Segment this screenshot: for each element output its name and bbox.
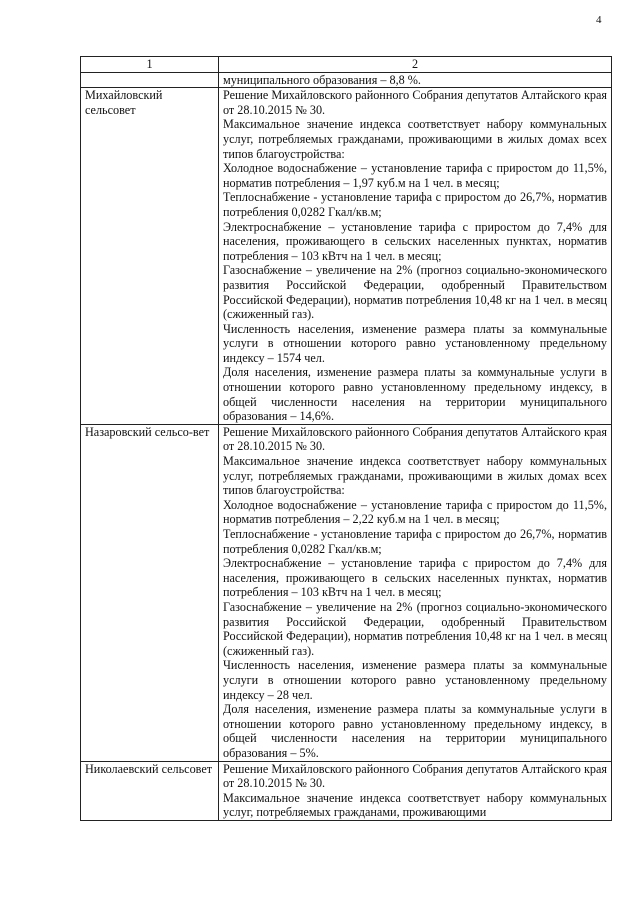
page-number: 4 [596, 14, 602, 26]
table-row [81, 761, 612, 820]
column-header-1: 1 [81, 57, 219, 73]
paragraph: Максимальное значение индекса соответствует набору коммунальных услуг, потребляемых гражданами, проживающими в жилых домах всех типов благоустройства: [223, 454, 607, 498]
municipality-name: Назаровский сельсо-вет [81, 424, 219, 761]
paragraph: Максимальное значение индекса соответствует набору коммунальных услуг, потребляемых гражданами, проживающими [223, 790, 607, 820]
continuation-cell [219, 72, 612, 88]
paragraph: Численность населения, изменение размера платы за коммунальные услуги в отношении которого равно установленному предельному индексу – 28 чел. [223, 658, 607, 702]
decision-details [219, 88, 612, 425]
paragraph: Холодное водоснабжение – установление тарифа с приростом до 11,5%, норматив потребления – 1,97 куб.м на 1 чел. в месяц; [223, 161, 607, 190]
municipality-name: Николаевский сельсовет [81, 761, 219, 820]
paragraph: Максимальное значение индекса соответствует набору коммунальных услуг, потребляемых гражданами, проживающими в жилых домах всех типов благоустройства: [223, 117, 607, 161]
paragraph: Численность населения, изменение размера платы за коммунальные услуги в отношении которого равно установленному предельному индексу – 1574 чел. [223, 321, 607, 365]
paragraph: Электроснабжение – установление тарифа с приростом до 7,4% для населения, проживающего в сельских населенных пунктах, норматив потребления – 103 кВтч на 1 чел. в месяц; [223, 556, 607, 600]
table-header-row [81, 57, 612, 73]
table-row [81, 424, 612, 761]
paragraph: Решение Михайловского районного Собрания депутатов Алтайского края от 28.10.2015 № 30. [223, 88, 607, 117]
decision-details [219, 424, 612, 761]
paragraph: Доля населения, изменение размера платы за коммунальные услуги в отношении которого равно установленному предельному индексу, в общей численности населения на территории муниципального образования – 14,6%. [223, 365, 607, 424]
paragraph: Теплоснабжение - установление тарифа с приростом до 26,7%, норматив потребления 0,0282 Гкал/кв.м; [223, 190, 607, 219]
paragraph: Электроснабжение – установление тарифа с приростом до 7,4% для населения, проживающего в сельских населенных пунктах, норматив потребления – 103 кВтч на 1 чел. в месяц; [223, 219, 607, 263]
continuation-text: муниципального образования – 8,8 %. [223, 72, 421, 87]
decision-details [219, 761, 612, 820]
paragraph: Доля населения, изменение размера платы за коммунальные услуги в отношении которого равно установленному предельному индексу, в общей численности населения на территории муниципального образования – 5%. [223, 702, 607, 760]
municipality-name: Михайловский сельсовет [81, 88, 219, 425]
paragraph: Холодное водоснабжение – установление тарифа с приростом до 11,5%, норматив потребления – 2,22 куб.м на 1 чел. в месяц; [223, 497, 607, 527]
paragraph: Решение Михайловского районного Собрания депутатов Алтайского края от 28.10.2015 № 30. [223, 761, 607, 791]
paragraph: Теплоснабжение - установление тарифа с приростом до 26,7%, норматив потребления 0,0282 Гкал/кв.м; [223, 527, 607, 556]
column-header-2: 2 [219, 57, 612, 73]
table-row [81, 88, 612, 425]
paragraph: Решение Михайловского районного Собрания депутатов Алтайского края от 28.10.2015 № 30. [223, 424, 607, 454]
empty-cell [81, 72, 219, 88]
paragraph: Газоснабжение – увеличение на 2% (прогноз социально-экономического развития Российской Федерации, одобренный Правительством Российской Федерации), норматив потребления 10,48 кг на 1 чел. в месяц (сжиженный газ). [223, 599, 607, 658]
table-row-continuation [81, 72, 612, 88]
tariff-index-table [80, 56, 612, 821]
paragraph: Газоснабжение – увеличение на 2% (прогноз социально-экономического развития Российской Федерации, одобренный Правительством Российской Федерации), норматив потребления 10,48 кг на 1 чел. в месяц (сжиженный газ). [223, 263, 607, 322]
